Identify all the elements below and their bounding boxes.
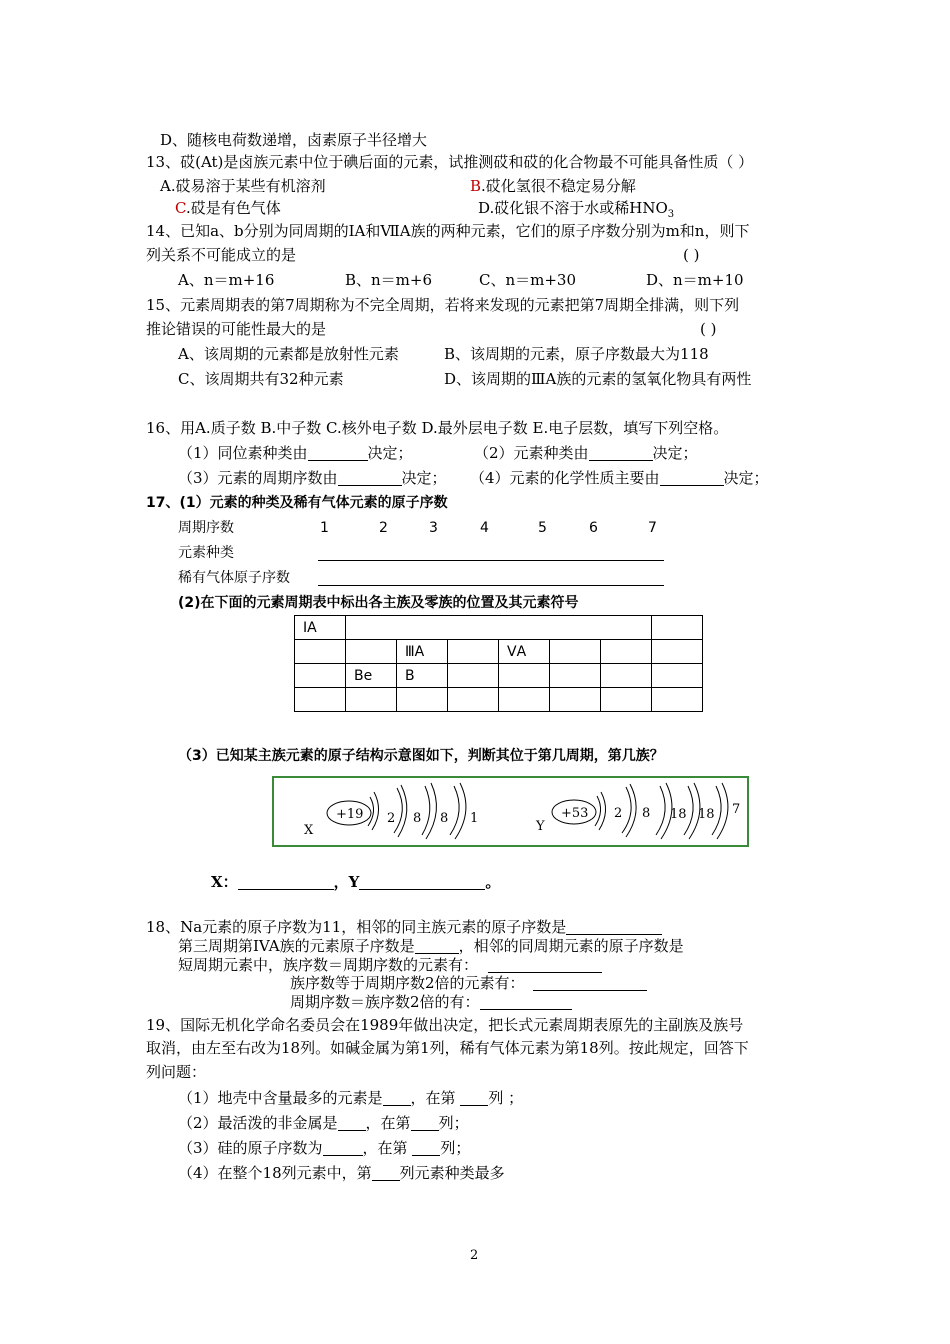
pt-cell-b[interactable]: B [397,664,448,688]
q14-answer-paren: ( ) [683,246,700,264]
q13-stem: 13、砹(At)是卤族元素中位于碘后面的元素，试推测砹和砹的化合物最不可能具备性质（ ） [146,153,754,171]
y-shell-2: 8 [642,806,651,821]
q13-option-b-text: .砹化氢很不稳定易分解 [481,177,636,195]
pt-cell[interactable] [448,688,499,712]
q19-part-1-c: 列 ； [488,1089,524,1107]
q15-stem-2: 推论错误的可能性最大的是 [146,320,327,338]
q16-part-1 [178,443,413,463]
pt-cell[interactable] [346,688,397,712]
pt-cell[interactable] [601,616,652,640]
pt-cell-ia[interactable]: ⅠA [295,616,346,640]
pt-cell[interactable] [550,688,601,712]
q17-ans-y-label: ，Y [333,873,360,891]
q19-blank-3b[interactable] [412,1140,440,1156]
pt-cell[interactable] [397,688,448,712]
q18-blank-5[interactable] [480,994,572,1010]
pt-cell[interactable] [346,640,397,664]
q15-option-b: B、该周期的元素，原子序数最大为118 [444,345,709,363]
q16-part-2-a: （2）元素种类由 [474,444,589,462]
q17-period-1: 1 [320,520,329,536]
y-shell-arc [599,792,606,830]
q15-option-a: A、该周期的元素都是放射性元素 [178,345,399,363]
q17-period-4: 4 [480,520,489,536]
q17-ans-x-blank[interactable] [238,874,334,890]
q16-part-2 [474,443,698,463]
x-shell-4: 1 [470,811,479,826]
q17-answer-line [211,872,500,892]
pt-cell[interactable] [601,688,652,712]
q17-row-kinds-label: 元素种类 [178,545,234,561]
q17-ans-end: 。 [485,873,501,891]
q15-stem-1: 15、元素周期表的第7周期称为不完全周期，若将来发现的元素把第7周期全排满，则下列 [146,296,740,314]
pt-cell[interactable] [448,640,499,664]
q17-part2: (2)在下面的元素周期表中标出各主族及零族的位置及其元素符号 [178,595,579,611]
x-nucleus: +19 [336,807,364,822]
pt-cell[interactable] [550,640,601,664]
q13-option-b-letter: B [470,177,482,195]
q19-part-2-b: ，在第 [365,1114,411,1132]
q18-line-1 [146,917,662,937]
x-shell-arc [422,786,430,835]
q18-line-3-text: 短周期元素中，族序数＝周期序数的元素有： [178,956,479,974]
q15-option-c: C、该周期共有32种元素 [178,370,344,388]
q17-period-3: 3 [429,520,438,536]
q18-line-4-text: 族序数等于周期序数2倍的元素有： [290,974,525,992]
q16-part-4-b: 决定； [723,469,769,487]
x-shell-arc [450,786,459,835]
pt-cell[interactable] [550,664,601,688]
pt-cell[interactable] [448,616,499,640]
q19-line-1: 19、国际无机化学命名委员会在1989年做出决定，把长式元素周期表原先的主副族及族号 [146,1016,744,1034]
y-shell-3: 18 [670,807,687,822]
x-shell-1: 2 [387,811,396,826]
q17-ans-y-blank[interactable] [359,874,485,890]
x-shell-2: 8 [413,811,422,826]
q19-blank-4[interactable] [372,1165,400,1181]
q13-option-b [470,176,636,196]
x-shell-arc [372,792,379,830]
pt-cell[interactable] [652,640,703,664]
atom-structure-diagram [272,776,749,847]
q17-row-period-label: 周期序数 [178,520,234,536]
q13-option-c [175,198,281,218]
y-nucleus: +53 [561,806,589,821]
q17-period-2: 2 [379,520,388,536]
q18-line-5 [290,992,572,1012]
y-shell-1: 2 [614,806,623,821]
q19-part-4 [178,1163,505,1183]
q18-line-1-text: 18、Na元素的原子序数为11，相邻的同主族元素的原子序数是 [146,918,567,936]
q17-kinds-line[interactable] [318,560,664,561]
q19-part-3 [178,1138,470,1158]
q14-option-d: D、n＝m+10 [646,271,744,289]
q19-blank-2b[interactable] [411,1115,439,1131]
pt-cell[interactable] [397,616,448,640]
q18-line-3 [178,955,602,975]
q17-part3: （3）已知某主族元素的原子结构示意图如下，判断其位于第几周期，第几族？ [178,748,664,764]
q16-part-2-b: 决定； [652,444,698,462]
q19-part-4-a: （4）在整个18列元素中，第 [178,1164,372,1182]
y-label: Y [536,819,545,834]
x-shell-3: 8 [440,811,449,826]
pt-cell[interactable] [499,688,550,712]
q19-part-4-b: 列元素种类最多 [399,1164,505,1182]
pt-cell[interactable] [652,616,703,640]
q14-stem-1: 14、已知a、b分别为同周期的ⅠA和ⅦA族的两种元素，它们的原子序数分别为m和n，则下 [146,222,750,240]
pt-cell[interactable] [448,664,499,688]
q19-blank-1a[interactable] [383,1090,411,1106]
pt-cell[interactable] [652,664,703,688]
q17-ans-x-label: X： [211,873,238,891]
pt-cell[interactable] [550,616,601,640]
q16-part-1-a: （1）同位素种类由 [178,444,308,462]
q18-line-5-text: 周期序数＝族序数2倍的有： [290,993,480,1011]
q19-blank-1b[interactable] [460,1090,488,1106]
q14-stem-2: 列关系不可能成立的是 [146,246,297,264]
q17-row-noble-label: 稀有气体原子序数 [178,570,290,586]
q13-option-d-text: D.砹化银不溶于水或稀HNO [478,199,668,217]
periodic-table-grid [294,615,703,712]
atom-structure-svg [274,778,747,845]
q16-part-3-a: （3）元素的周期序数由 [178,469,338,487]
q19-part-3-c: 列； [440,1139,471,1157]
q18-line-2 [178,936,684,956]
q19-line-2: 取消，由左至右改为18列。如碱金属为第1列，稀有气体元素为第18列。按此规定，回答下 [146,1039,749,1057]
q19-part-2-a: （2）最活泼的非金属是 [178,1114,338,1132]
q19-line-3: 列问题： [146,1063,207,1081]
pt-cell[interactable] [601,640,652,664]
q16-part-3-b: 决定； [401,469,447,487]
q16-part-4 [470,468,769,488]
q19-part-3-a: （3）硅的原子序数为 [178,1139,323,1157]
q17-title: 17、(1）元素的种类及稀有气体元素的原子序数 [146,495,448,511]
pt-cell[interactable] [295,640,346,664]
q14-option-c: C、n＝m+30 [479,271,577,289]
pt-cell[interactable] [346,616,397,640]
q17-period-5: 5 [538,520,547,536]
q19-part-3-b: ，在第 [362,1139,413,1157]
y-shell-arc [656,786,665,835]
q18-blank-4[interactable] [533,975,647,991]
q16-stem: 16、用A.质子数 B.中子数 C.核外电子数 D.最外层电子数 E.电子层数，填写下列空格。 [146,419,729,437]
q16-blank-4[interactable] [660,470,724,486]
q16-part-1-b: 决定； [367,444,413,462]
q19-part-1-b: ，在第 [410,1089,461,1107]
q19-blank-2a[interactable] [338,1115,366,1131]
q16-blank-3[interactable] [338,470,402,486]
q18-blank-3[interactable] [488,957,602,973]
q14-option-b: B、n＝m+6 [345,271,433,289]
q13-option-a: A.砹易溶于某些有机溶剂 [160,177,326,195]
q16-part-3 [178,468,447,488]
y-shell-arc [622,787,631,833]
pt-cell-be[interactable]: Be [346,664,397,688]
q15-option-d: D、该周期的ⅢA族的元素的氢氧化物具有两性 [444,370,752,388]
x-label: X [304,823,314,838]
q13-option-c-text: .砹是有色气体 [185,199,281,217]
q15-answer-paren: ( ) [700,320,717,338]
q17-noble-line[interactable] [318,585,664,586]
q17-period-6: 6 [589,520,598,536]
q18-blank-2[interactable] [415,938,459,954]
q19-blank-3a[interactable] [323,1140,363,1156]
q18-line-4 [290,973,647,993]
pt-cell[interactable] [652,688,703,712]
pt-cell[interactable] [499,664,550,688]
pt-cell[interactable] [295,664,346,688]
q14-option-a: A、n＝m+16 [178,271,275,289]
q16-part-4-a: （4）元素的化学性质主要由 [470,469,660,487]
pt-cell[interactable] [601,664,652,688]
q17-period-7: 7 [648,520,657,536]
q19-part-1-a: （1）地壳中含量最多的元素是 [178,1089,383,1107]
q13-option-c-letter: C [175,199,186,217]
q16-blank-1[interactable] [308,445,368,461]
y-shell-5: 7 [732,802,741,817]
q13-option-d-sub: 3 [667,209,675,220]
pt-cell[interactable] [295,688,346,712]
q19-part-1 [178,1088,523,1108]
q19-part-2-c: 列； [438,1114,469,1132]
q18-line-2-text: 第三周期第IVA族的元素原子序数是 [178,937,415,955]
q18-line-2b-text: ，相邻的同周期元素的原子序数是 [458,937,684,955]
pt-cell-iiia[interactable]: ⅢA [397,640,448,664]
page-number: 2 [470,1248,479,1263]
q19-part-2 [178,1113,469,1133]
q16-blank-2[interactable] [589,445,653,461]
pt-cell[interactable] [499,616,550,640]
pt-cell-va[interactable]: ⅤA [499,640,550,664]
y-shell-4: 18 [698,807,715,822]
q18-blank-1[interactable] [566,919,662,935]
q12-option-d: D、随核电荷数递增，卤素原子半径增大 [160,131,428,149]
